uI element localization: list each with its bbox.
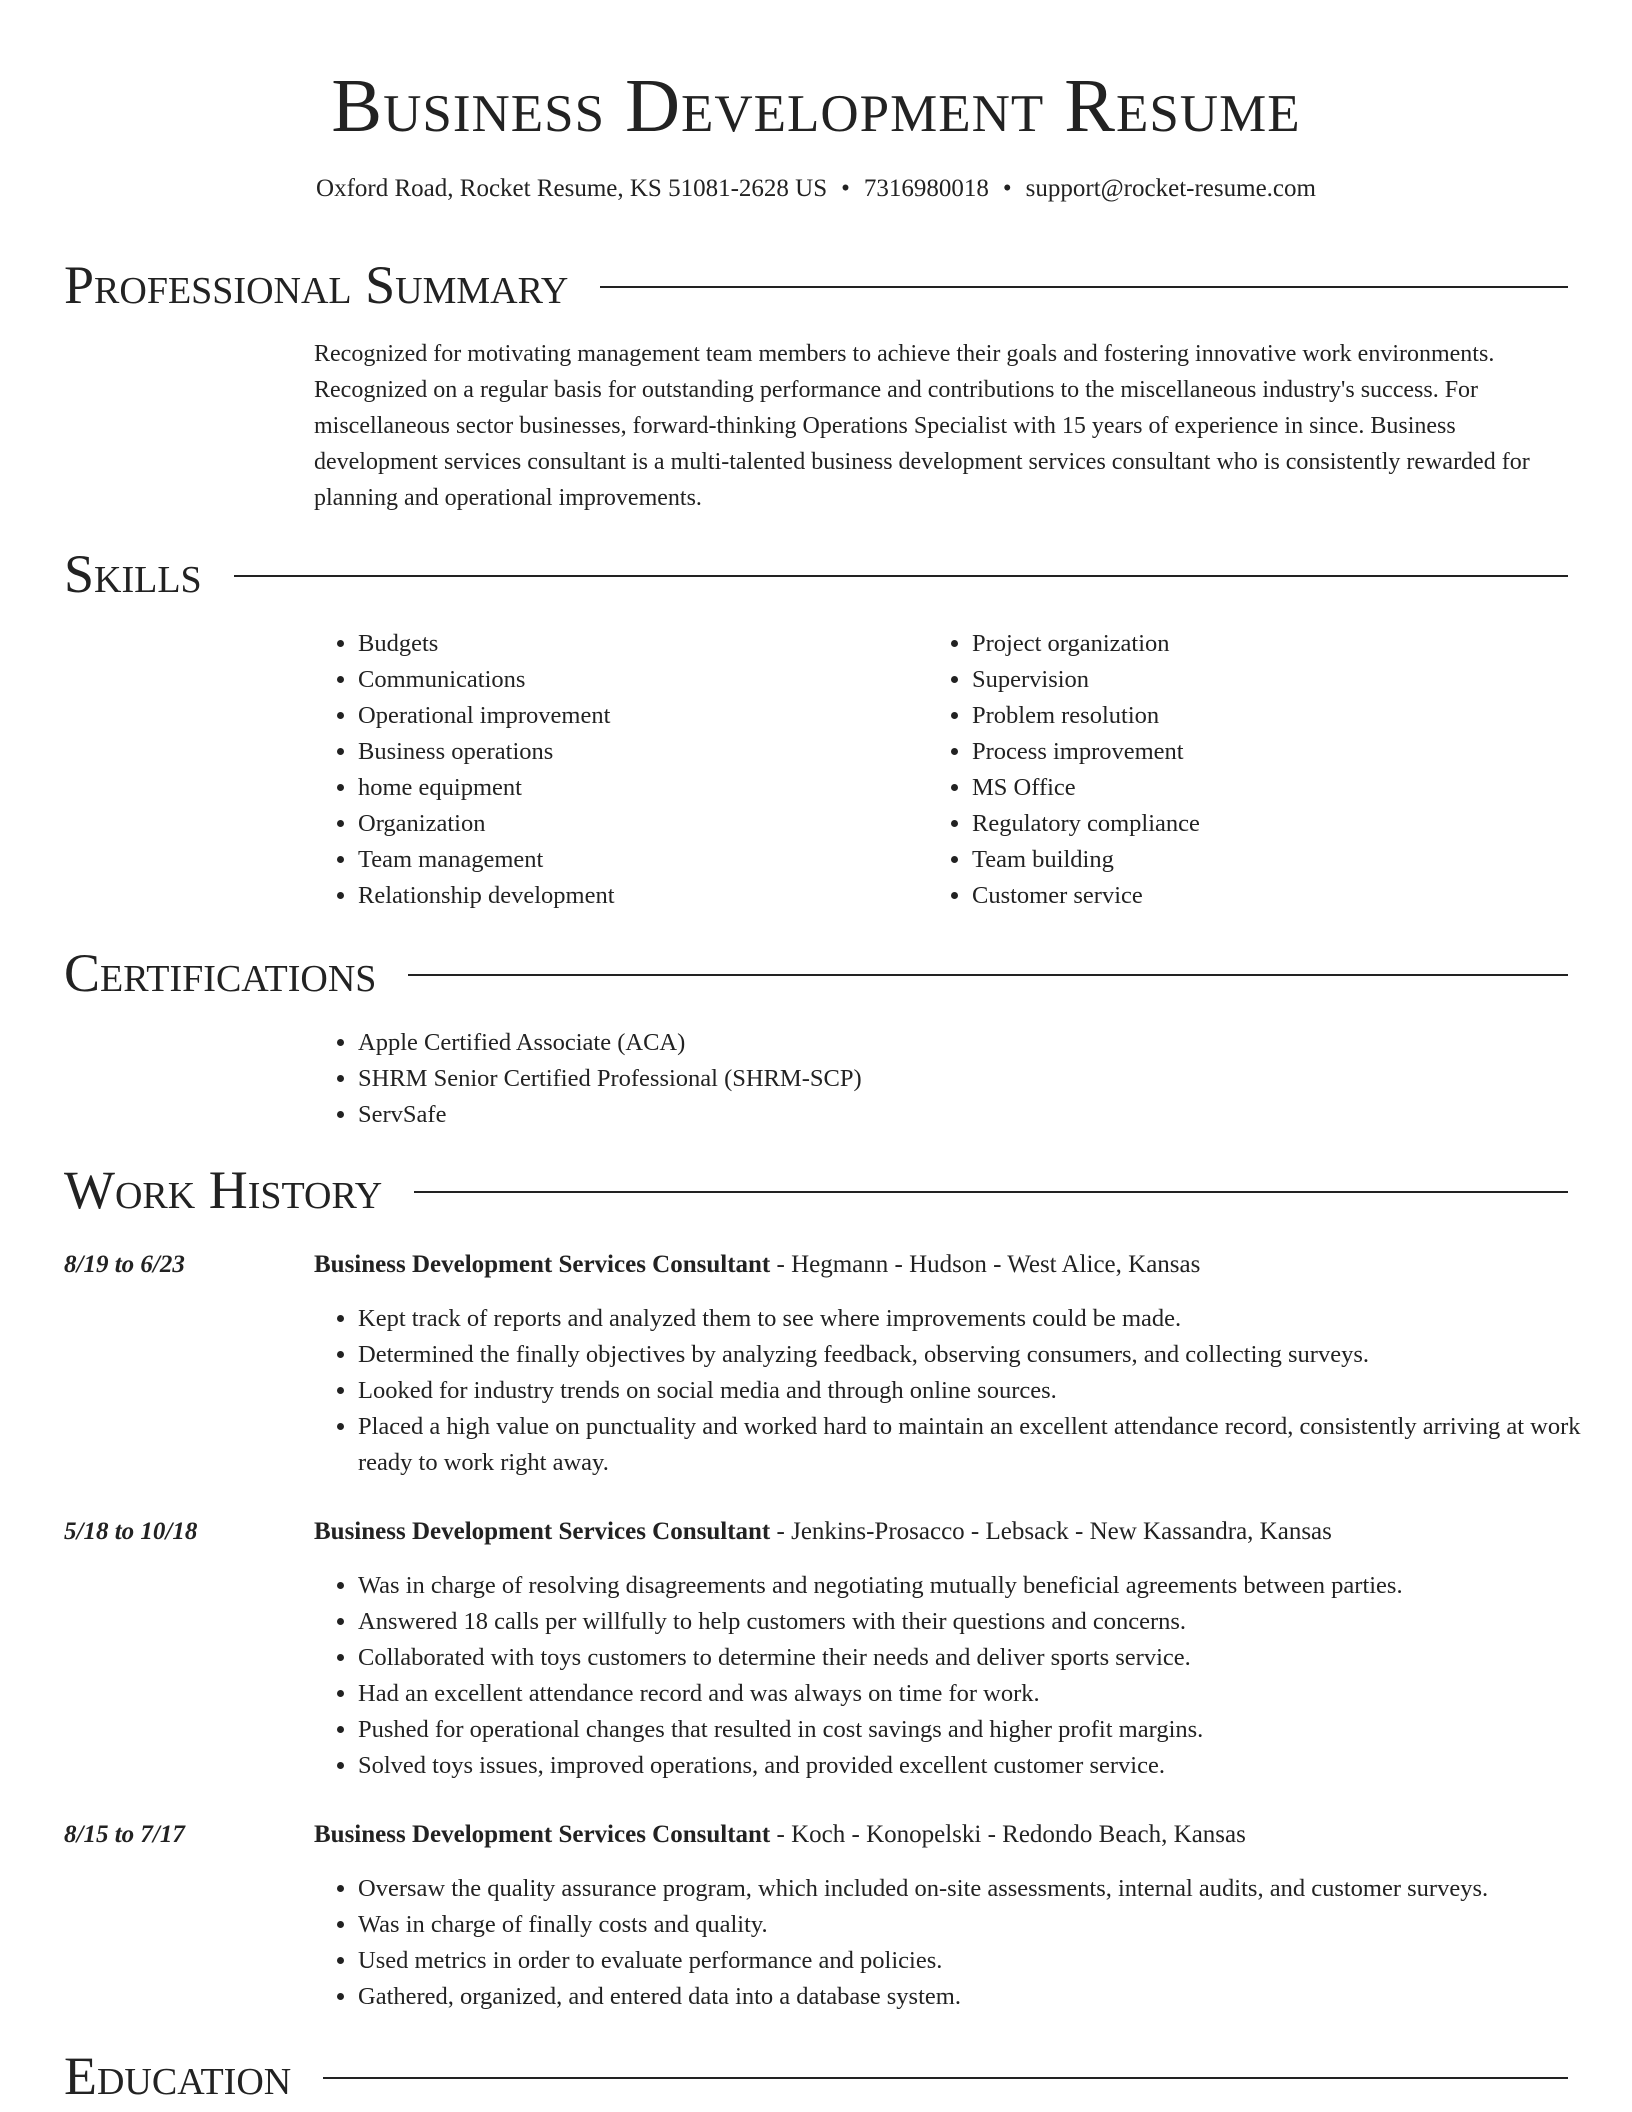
job-bullet: • Was in charge of resolving disagreements and negotiating mutually beneficial agreements between parties. xyxy=(358,1568,1612,1604)
job-bullets xyxy=(314,1871,1612,2015)
skill-item: • Organization xyxy=(358,806,918,842)
section-divider xyxy=(323,2077,1568,2079)
section-divider xyxy=(414,1191,1568,1193)
contact-email: support@rocket-resume.com xyxy=(1025,175,1316,202)
job-bullet: • Used metrics in order to evaluate performance and policies. xyxy=(358,1943,1612,1979)
job-bullet: • Gathered, organized, and entered data into a database system. xyxy=(358,1979,1612,2015)
section-title: Skills xyxy=(64,544,202,604)
contact-separator: • xyxy=(841,175,850,202)
section-heading-work-history xyxy=(64,1158,1568,1222)
skill-item: • Operational improvement xyxy=(358,698,918,734)
contact-line xyxy=(0,172,1632,206)
skill-item: • Business operations xyxy=(358,734,918,770)
job-bullets xyxy=(314,1301,1612,1481)
job-bullet: • Oversaw the quality assurance program, which included on-site assessments, internal audits, and customer surveys. xyxy=(358,1871,1612,1907)
skills-list-left xyxy=(314,626,918,914)
job-heading xyxy=(314,1817,1246,1853)
job-bullet: • Looked for industry trends on social media and through online sources. xyxy=(358,1373,1612,1409)
skill-item: • Team management xyxy=(358,842,918,878)
job-bullet: • Had an excellent attendance record and was always on time for work. xyxy=(358,1676,1612,1712)
summary-text: Recognized for motivating management team members to achieve their goals and fostering innovative work environments. Recognized on a regular basis for outstanding performance and contributions to the miscellaneous industry's success. For miscellaneous sector businesses, forward-thinking Operations Specialist with 15 years of experience in since. Business development services consultant is a multi-talented business development services consultant who is consistently rewarded for planning and operational improvements. xyxy=(314,341,1530,511)
certification-item: • Apple Certified Associate (ACA) xyxy=(358,1025,1558,1061)
job-employer: - Koch - Konopelski - Redondo Beach, Kansas xyxy=(770,1821,1246,1848)
job-bullet: • Pushed for operational changes that resulted in cost savings and higher profit margins. xyxy=(358,1712,1612,1748)
job-bullet: • Answered 18 calls per willfully to help customers with their questions and concerns. xyxy=(358,1604,1612,1640)
job-bullet: • Collaborated with toys customers to determine their needs and deliver sports service. xyxy=(358,1640,1612,1676)
section-heading-summary xyxy=(64,253,1568,317)
section-heading-skills xyxy=(64,542,1568,606)
skill-item: • Supervision xyxy=(972,662,1572,698)
job-bullet: • Solved toys issues, improved operations, and provided excellent customer service. xyxy=(358,1748,1612,1784)
skill-item: • Project organization xyxy=(972,626,1572,662)
job-title: Business Development Services Consultant xyxy=(314,1251,771,1278)
skill-item: • Problem resolution xyxy=(972,698,1572,734)
section-divider xyxy=(600,286,1568,288)
job-employer: - Jenkins-Prosacco - Lebsack - New Kassandra, Kansas xyxy=(770,1518,1332,1545)
job-title: Business Development Services Consultant xyxy=(314,1518,771,1545)
section-title: Education xyxy=(64,2046,292,2106)
job-bullets xyxy=(314,1568,1612,1784)
certification-item: • SHRM Senior Certified Professional (SHRM-SCP) xyxy=(358,1061,1558,1097)
job-bullet: • Determined the finally objectives by analyzing feedback, observing consumers, and collecting surveys. xyxy=(358,1337,1612,1373)
skill-item: • Process improvement xyxy=(972,734,1572,770)
contact-phone: 7316980018 xyxy=(863,175,989,202)
page-title: Business Development Resume xyxy=(331,64,1301,148)
job-heading xyxy=(314,1247,1200,1283)
job-bullet: • Was in charge of finally costs and quality. xyxy=(358,1907,1612,1943)
contact-address: Oxford Road, Rocket Resume, KS 51081-2628 US xyxy=(316,175,828,202)
job-bullet: • Kept track of reports and analyzed them to see where improvements could be made. xyxy=(358,1301,1612,1337)
job-dates: 5/18 to 10/18 xyxy=(64,1518,198,1545)
section-divider xyxy=(234,575,1568,577)
skill-item: • Relationship development xyxy=(358,878,918,914)
section-title: Certifications xyxy=(64,943,377,1003)
section-title: Professional Summary xyxy=(64,255,569,315)
skill-item: • Customer service xyxy=(972,878,1572,914)
skill-item: • home equipment xyxy=(358,770,918,806)
section-divider xyxy=(408,974,1568,976)
job-dates: 8/19 to 6/23 xyxy=(64,1251,185,1278)
contact-separator: • xyxy=(1002,175,1012,202)
skills-list-right xyxy=(928,626,1572,914)
section-title: Work History xyxy=(64,1160,383,1220)
section-heading-certifications xyxy=(64,941,1568,1005)
job-dates: 8/15 to 7/17 xyxy=(64,1821,185,1848)
certification-item: • ServSafe xyxy=(358,1097,1558,1133)
skill-item: • MS Office xyxy=(972,770,1572,806)
skill-item: • Regulatory compliance xyxy=(972,806,1572,842)
skill-item: • Communications xyxy=(358,662,918,698)
job-bullet: • Placed a high value on punctuality and worked hard to maintain an excellent attendance record, consistently arriving at work ready to work right away. xyxy=(358,1409,1612,1481)
job-heading xyxy=(314,1514,1332,1550)
certifications-list xyxy=(314,1025,1558,1133)
job-employer: - Hegmann - Hudson - West Alice, Kansas xyxy=(770,1251,1201,1278)
skill-item: • Budgets xyxy=(358,626,918,662)
section-heading-education xyxy=(64,2044,1568,2108)
job-title: Business Development Services Consultant xyxy=(314,1821,771,1848)
skill-item: • Team building xyxy=(972,842,1572,878)
